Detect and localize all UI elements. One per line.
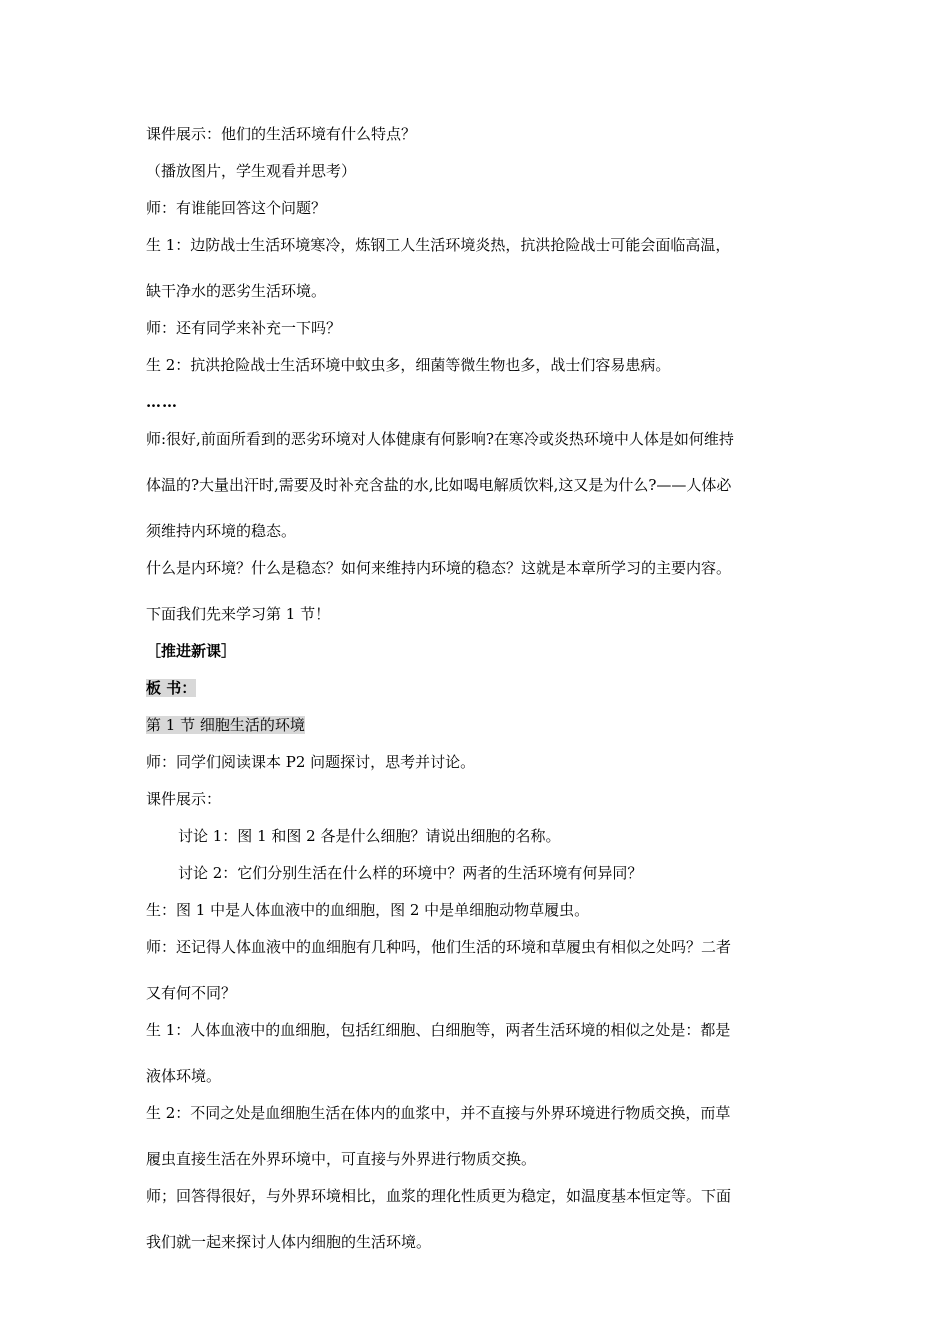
paragraph-line: 师：同学们阅读课本 P2 问题探讨，思考并讨论。 — [146, 753, 476, 771]
board-title: 第 1 节 细胞生活的环境 — [146, 716, 305, 734]
paragraph-line: 课件展示：他们的生活环境有什么特点？ — [146, 125, 417, 143]
paragraph-line: 课件展示： — [146, 790, 222, 808]
ellipsis-line: …… — [146, 393, 178, 411]
paragraph-line: 履虫直接生活在外界环境中，可直接与外界进行物质交换。 — [146, 1150, 537, 1168]
paragraph-line: 下面我们先来学习第 1 节！ — [146, 605, 331, 623]
document-body — [146, 124, 810, 1252]
paragraph-line: 什么是内环境？什么是稳态？如何来维持内环境的稳态？这就是本章所学习的主要内容。 — [146, 559, 732, 577]
paragraph-line: 生 1：人体血液中的血细胞，包括红细胞、白细胞等，两者生活环境的相似之处是：都是 — [146, 1021, 731, 1039]
paragraph-line: 师：有谁能回答这个问题？ — [146, 199, 327, 217]
paragraph-line: 体温的?大量出汗时,需要及时补充含盐的水,比如喝电解质饮料,这又是为什么?——人体必 — [146, 476, 732, 494]
paragraph-line: （播放图片，学生观看并思考） — [146, 162, 357, 180]
paragraph-line: 师：还有同学来补充一下吗？ — [146, 319, 342, 337]
paragraph-line: 生：图 1 中是人体血液中的血细胞，图 2 中是单细胞动物草履虫。 — [146, 901, 590, 919]
paragraph-line: 生 2：不同之处是血细胞生活在体内的血浆中，并不直接与外界环境进行物质交换，而草 — [146, 1104, 731, 1122]
paragraph-line: 师:很好,前面所看到的恶劣环境对人体健康有何影响?在寒冷或炎热环境中人体是如何维持 — [146, 430, 734, 448]
paragraph-line: 液体环境。 — [146, 1067, 222, 1085]
paragraph-line: 我们就一起来探讨人体内细胞的生活环境。 — [146, 1233, 432, 1251]
paragraph-line: 又有何不同？ — [146, 984, 237, 1002]
paragraph-line: 生 1：边防战士生活环境寒冷，炼钢工人生活环境炎热，抗洪抢险战士可能会面临高温， — [146, 236, 731, 254]
discussion-item: 讨论 2：它们分别生活在什么样的环境中？两者的生活环境有何异同？ — [178, 864, 643, 882]
discussion-item: 讨论 1：图 1 和图 2 各是什么细胞？请说出细胞的名称。 — [178, 827, 561, 845]
board-title-line — [146, 715, 810, 735]
paragraph-line: 生 2：抗洪抢险战士生活环境中蚊虫多，细菌等微生物也多，战士们容易患病。 — [146, 356, 671, 374]
paragraph-line: 须维持内环境的稳态。 — [146, 522, 297, 540]
board-label-line — [146, 678, 810, 698]
paragraph-line: 缺干净水的恶劣生活环境。 — [146, 282, 327, 300]
board-label: 板 书： — [146, 679, 197, 697]
paragraph-line: 师；回答得很好，与外界环境相比，血浆的理化性质更为稳定，如温度基本恒定等。下面 — [146, 1187, 732, 1205]
section-heading: ［推进新课］ — [146, 642, 237, 660]
paragraph-line: 师：还记得人体血液中的血细胞有几种吗，他们生活的环境和草履虫有相似之处吗？二者 — [146, 938, 732, 956]
